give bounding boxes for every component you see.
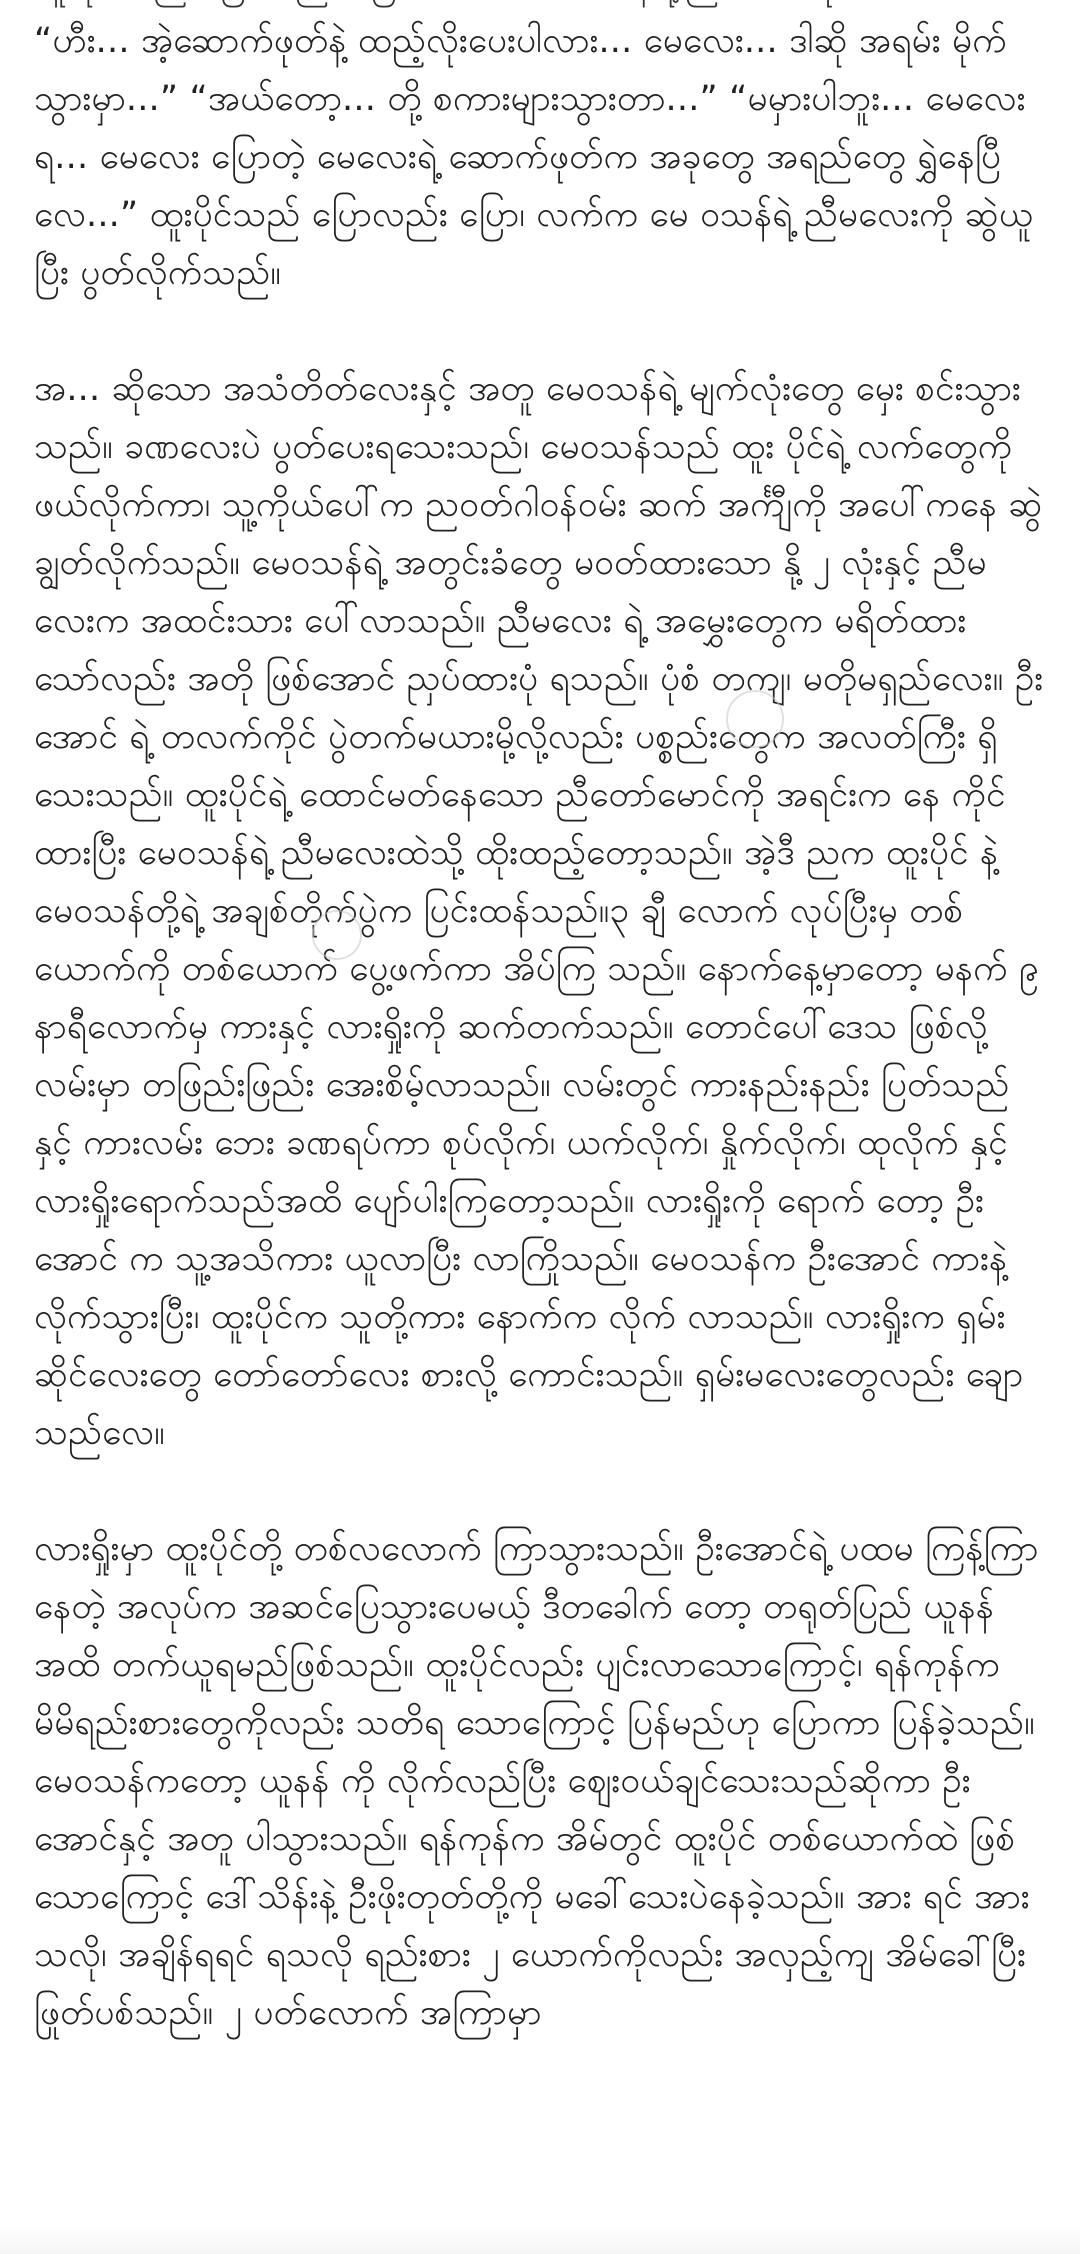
article-body xyxy=(34,0,1044,2254)
previous-line-text xyxy=(34,0,838,10)
paragraph-1: “ဟီး... အဲ့ဆောက်ဖုတ်နဲ့ ထည့်လိုးပေးပါလား... မေလေး... ဒါဆို အရမ်း မိုက်သွားမှာ...” “အယ်တော့... တို့ စကားများသွားတာ...” “မမှားပါဘူး... မေလေးရ... မေလေး ပြောတဲ့ မေလေးရဲ့ ဆောက်ဖုတ်က အခုတွေ အရည်တွေ ရွှဲနေပြီလေ...” ထူးပိုင်သည် ပြောလည်း ပြော၊ လက်က မေ ဝသန်ရဲ့ ညီမလေးကို ဆွဲယူပြီး ပွတ်လိုက်သည်။ xyxy=(34,21,1034,293)
previous-line-fragment xyxy=(34,0,1044,12)
paragraph-3: လားရှိုးမှာ ထူးပိုင်တို့ တစ်လလောက် ကြာသွားသည်။ ဦးအောင်ရဲ့ ပထမ ကြန့်ကြာနေတဲ့ အလုပ်က အဆင်ပြေသွားပေမယ့် ဒီတခေါက် တော့ တရုတ်ပြည် ယူနန်အထိ တက်ယူရမည်ဖြစ်သည်။ ထူးပိုင်လည်း ပျင်းလာသောကြောင့်၊ ရန်ကုန်က မိမိရည်းစားတွေကိုလည်း သတိရ သောကြောင့် ပြန်မည်ဟု ပြောကာ ပြန်ခဲ့သည်။ မေဝသန်ကတော့ ယူနန် ကို လိုက်လည်ပြီး ဈေးဝယ်ချင်သေးသည်ဆိုကာ ဦးအောင်နှင့် အတူ ပါသွားသည်။ ရန်ကုန်က အိမ်တွင် ထူးပိုင် တစ်ယောက်ထဲ ဖြစ် သောကြောင့် ဒေါ်သိန်းနဲ့ ဦးဖိုးတုတ်တို့ကို မခေါ်သေးပဲနေခဲ့သည်။ အား ရင် အားသလို၊ အချိန်ရရင် ရသလို ရည်းစား ၂ ယောက်ကိုလည်း အလှည့်ကျ အိမ်ခေါ်ပြီး ဖြုတ်ပစ်သည်။ ၂ ပတ်လောက် အကြာမှာ xyxy=(34,1529,1039,2033)
paragraph-2: အ... ဆိုသော အသံတိတ်လေးနှင့် အတူ မေဝသန်ရဲ့ မျက်လုံးတွေ မှေး စင်းသွားသည်။ ခဏလေးပဲ ပွတ်ပေးရသေးသည်၊ မေဝသန်သည် ထူး ပိုင်ရဲ့ လက်တွေကို ဖယ်လိုက်ကာ၊ သူ့ကိုယ်ပေါ်က ညဝတ်ဂါဝန်ဝမ်း ဆက် အင်္ကျီကို အပေါ်ကနေ ဆွဲချွတ်လိုက်သည်။ မေဝသန်ရဲ့ အတွင်းခံတွေ မဝတ်ထားသော နို့ ၂ လုံးနှင့် ညီမလေးက အထင်းသား ပေါ်လာသည်။ ညီမလေး ရဲ့ အမွှေးတွေက မရိတ်ထားသော်လည်း အတို ဖြစ်အောင် ညှပ်ထားပုံ ရသည်။ ပုံစံ တကျ၊ မတိုမရှည်လေး။ ဦးအောင် ရဲ့ တလက်ကိုင် ပွဲတက်မယားမို့လို့လည်း ပစ္စည်းတွေက အလတ်ကြီး ရှိ သေးသည်။ ထူးပိုင်ရဲ့ ထောင်မတ်နေသော ညီတော်မောင်ကို အရင်းက နေ ကိုင်ထားပြီး မေဝသန်ရဲ့ ညီမလေးထဲသို့ ထိုးထည့်တော့သည်။ အဲ့ဒီ ညက ထူးပိုင် နဲ့ မေဝသန်တို့ရဲ့ အချစ်တိုက်ပွဲက ပြင်းထန်သည်။၃ ချီ လောက် လုပ်ပြီးမှ တစ်ယောက်ကို တစ်ယောက် ပွေ့ဖက်ကာ အိပ်ကြ သည်။ နောက်နေ့မှာတော့ မနက် ၉ နာရီလောက်မှ ကားနှင့် လားရှိုးကို ဆက်တက်သည်။ တောင်ပေါ်ဒေသ ဖြစ်လို့ လမ်းမှာ တဖြည်းဖြည်း အေးစိမ့်လာသည်။ လမ်းတွင် ကားနည်းနည်း ပြတ်သည်နှင့် ကားလမ်း ဘေး ခဏရပ်ကာ စုပ်လိုက်၊ ယက်လိုက်၊ နှိုက်လိုက်၊ ထုလိုက် နှင့် လားရှိုးရောက်သည်အထိ ပျော်ပါးကြတော့သည်။ လားရှိုးကို ရောက် တော့ ဦးအောင် က သူ့အသိကား ယူလာပြီး လာကြိုသည်။ မေဝသန်က ဦးအောင် ကားနဲ့ လိုက်သွားပြီး၊ ထူးပိုင်က သူတို့ကား နောက်က လိုက် လာသည်။ လားရှိုးက ရှမ်းဆိုင်လေးတွေ တော်တော်လေး စားလို့ ကောင်းသည်။ ရှမ်းမလေးတွေလည်း ချောသည်လေ။ xyxy=(34,369,1044,1453)
